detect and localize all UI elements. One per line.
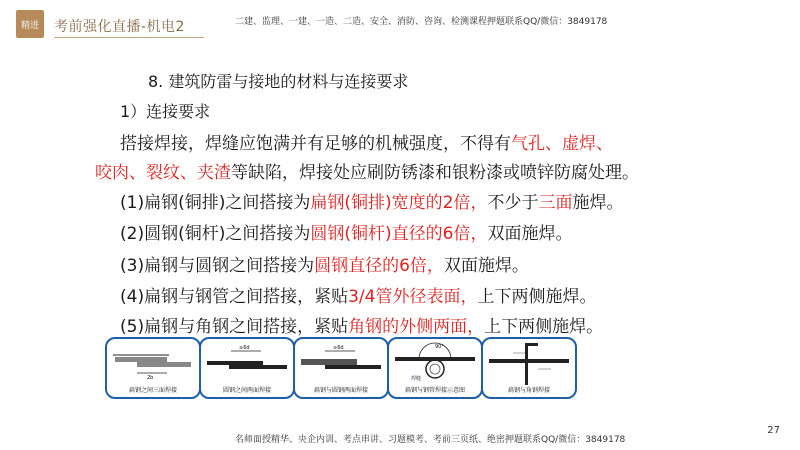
title-underline bbox=[54, 37, 204, 38]
item-5-pre: (5)扁钢与角钢之间搭接，紧贴 bbox=[120, 317, 349, 337]
section-title: 8. 建筑防雷与接地的材料与连接要求 bbox=[148, 72, 409, 91]
item-4-red: 3/4管外径表面， bbox=[348, 287, 478, 307]
figure-5-caption: 扁钢与角钢焊接 bbox=[507, 387, 550, 394]
fig4-dim: 90° bbox=[435, 344, 444, 350]
item-1-mid: 不少于 bbox=[487, 193, 539, 213]
intro-line-2 bbox=[95, 163, 639, 183]
intro-text-a: 搭接焊接，焊缝应饱满并有足够的机械强度，不得有 bbox=[120, 134, 511, 154]
item-2 bbox=[120, 224, 572, 244]
sub-title: 1）连接要求 bbox=[120, 102, 211, 121]
footer-promo: 名师面授精华、央企内训、考点串讲、习题模考、考前三页纸、绝密押题联系QQ/微信：3849178 bbox=[235, 435, 626, 445]
item-3-pre: (3)扁钢与圆钢之间搭接为 bbox=[120, 256, 315, 276]
item-3-red: 圆钢直径的6倍， bbox=[314, 256, 444, 276]
fig1-dim: 2b bbox=[147, 375, 154, 381]
intro-red-a: 气孔、虚焊、 bbox=[511, 134, 613, 154]
logo-text: 精进 bbox=[20, 20, 39, 31]
intro-line-1 bbox=[120, 134, 613, 154]
intro-red-b: 咬肉、裂纹、夹渣 bbox=[95, 163, 231, 183]
item-3 bbox=[120, 256, 529, 276]
figure-2-caption: 圆钢之间两面焊接 bbox=[222, 387, 271, 394]
figure-flat-steel bbox=[105, 337, 201, 399]
item-5-post: 上下两侧施焊。 bbox=[484, 317, 604, 337]
item-5-red: 角钢的外侧两面， bbox=[348, 317, 485, 337]
item-1-red: 扁钢(铜排)宽度的2倍， bbox=[310, 193, 488, 213]
item-4 bbox=[120, 287, 596, 307]
figure-flat-angle bbox=[481, 337, 577, 399]
item-1-post: 施焊。 bbox=[572, 193, 624, 213]
item-1-pre: (1)扁钢(铜排)之间搭接为 bbox=[120, 193, 311, 213]
item-1 bbox=[120, 193, 623, 213]
figure-3-caption: 扁钢与圆钢两面焊接 bbox=[313, 387, 368, 394]
item-2-pre: (2)圆钢(铜杆)之间搭接为 bbox=[120, 224, 311, 244]
item-2-red: 圆钢(铜杆)直径的6倍， bbox=[310, 224, 488, 244]
figure-1-caption: 扁钢之间三面焊接 bbox=[128, 387, 177, 394]
item-1-red2: 三面 bbox=[538, 193, 573, 213]
item-3-post: 双面施焊。 bbox=[443, 256, 529, 276]
fig2-dim: ≥6d bbox=[239, 345, 250, 351]
fig4-label: 焊缝 bbox=[411, 376, 422, 382]
brand-logo bbox=[16, 10, 44, 38]
page-number: 27 bbox=[767, 425, 780, 436]
figure-round-steel bbox=[199, 337, 295, 399]
fig3-dim: ≥6d bbox=[333, 345, 344, 351]
intro-text-b: 等缺陷，焊接处应刷防锈漆和银粉漆或喷锌防腐处理。 bbox=[231, 163, 639, 183]
figure-flat-round bbox=[293, 337, 389, 399]
item-2-post: 双面施焊。 bbox=[487, 224, 573, 244]
item-5 bbox=[120, 317, 603, 337]
figure-flat-pipe bbox=[387, 337, 483, 399]
figure-4-caption: 扁钢与钢管焊接示意图 bbox=[404, 387, 465, 394]
course-title: 考前强化直播-机电2 bbox=[54, 19, 185, 35]
item-4-post: 上下两侧施焊。 bbox=[477, 287, 597, 307]
header-promo: 二建、监理、一建、一造、二造、安全、消防、咨询、检测课程押题联系QQ/微信：3849178 bbox=[235, 17, 608, 27]
item-4-pre: (4)扁钢与钢管之间搭接，紧贴 bbox=[120, 287, 349, 307]
